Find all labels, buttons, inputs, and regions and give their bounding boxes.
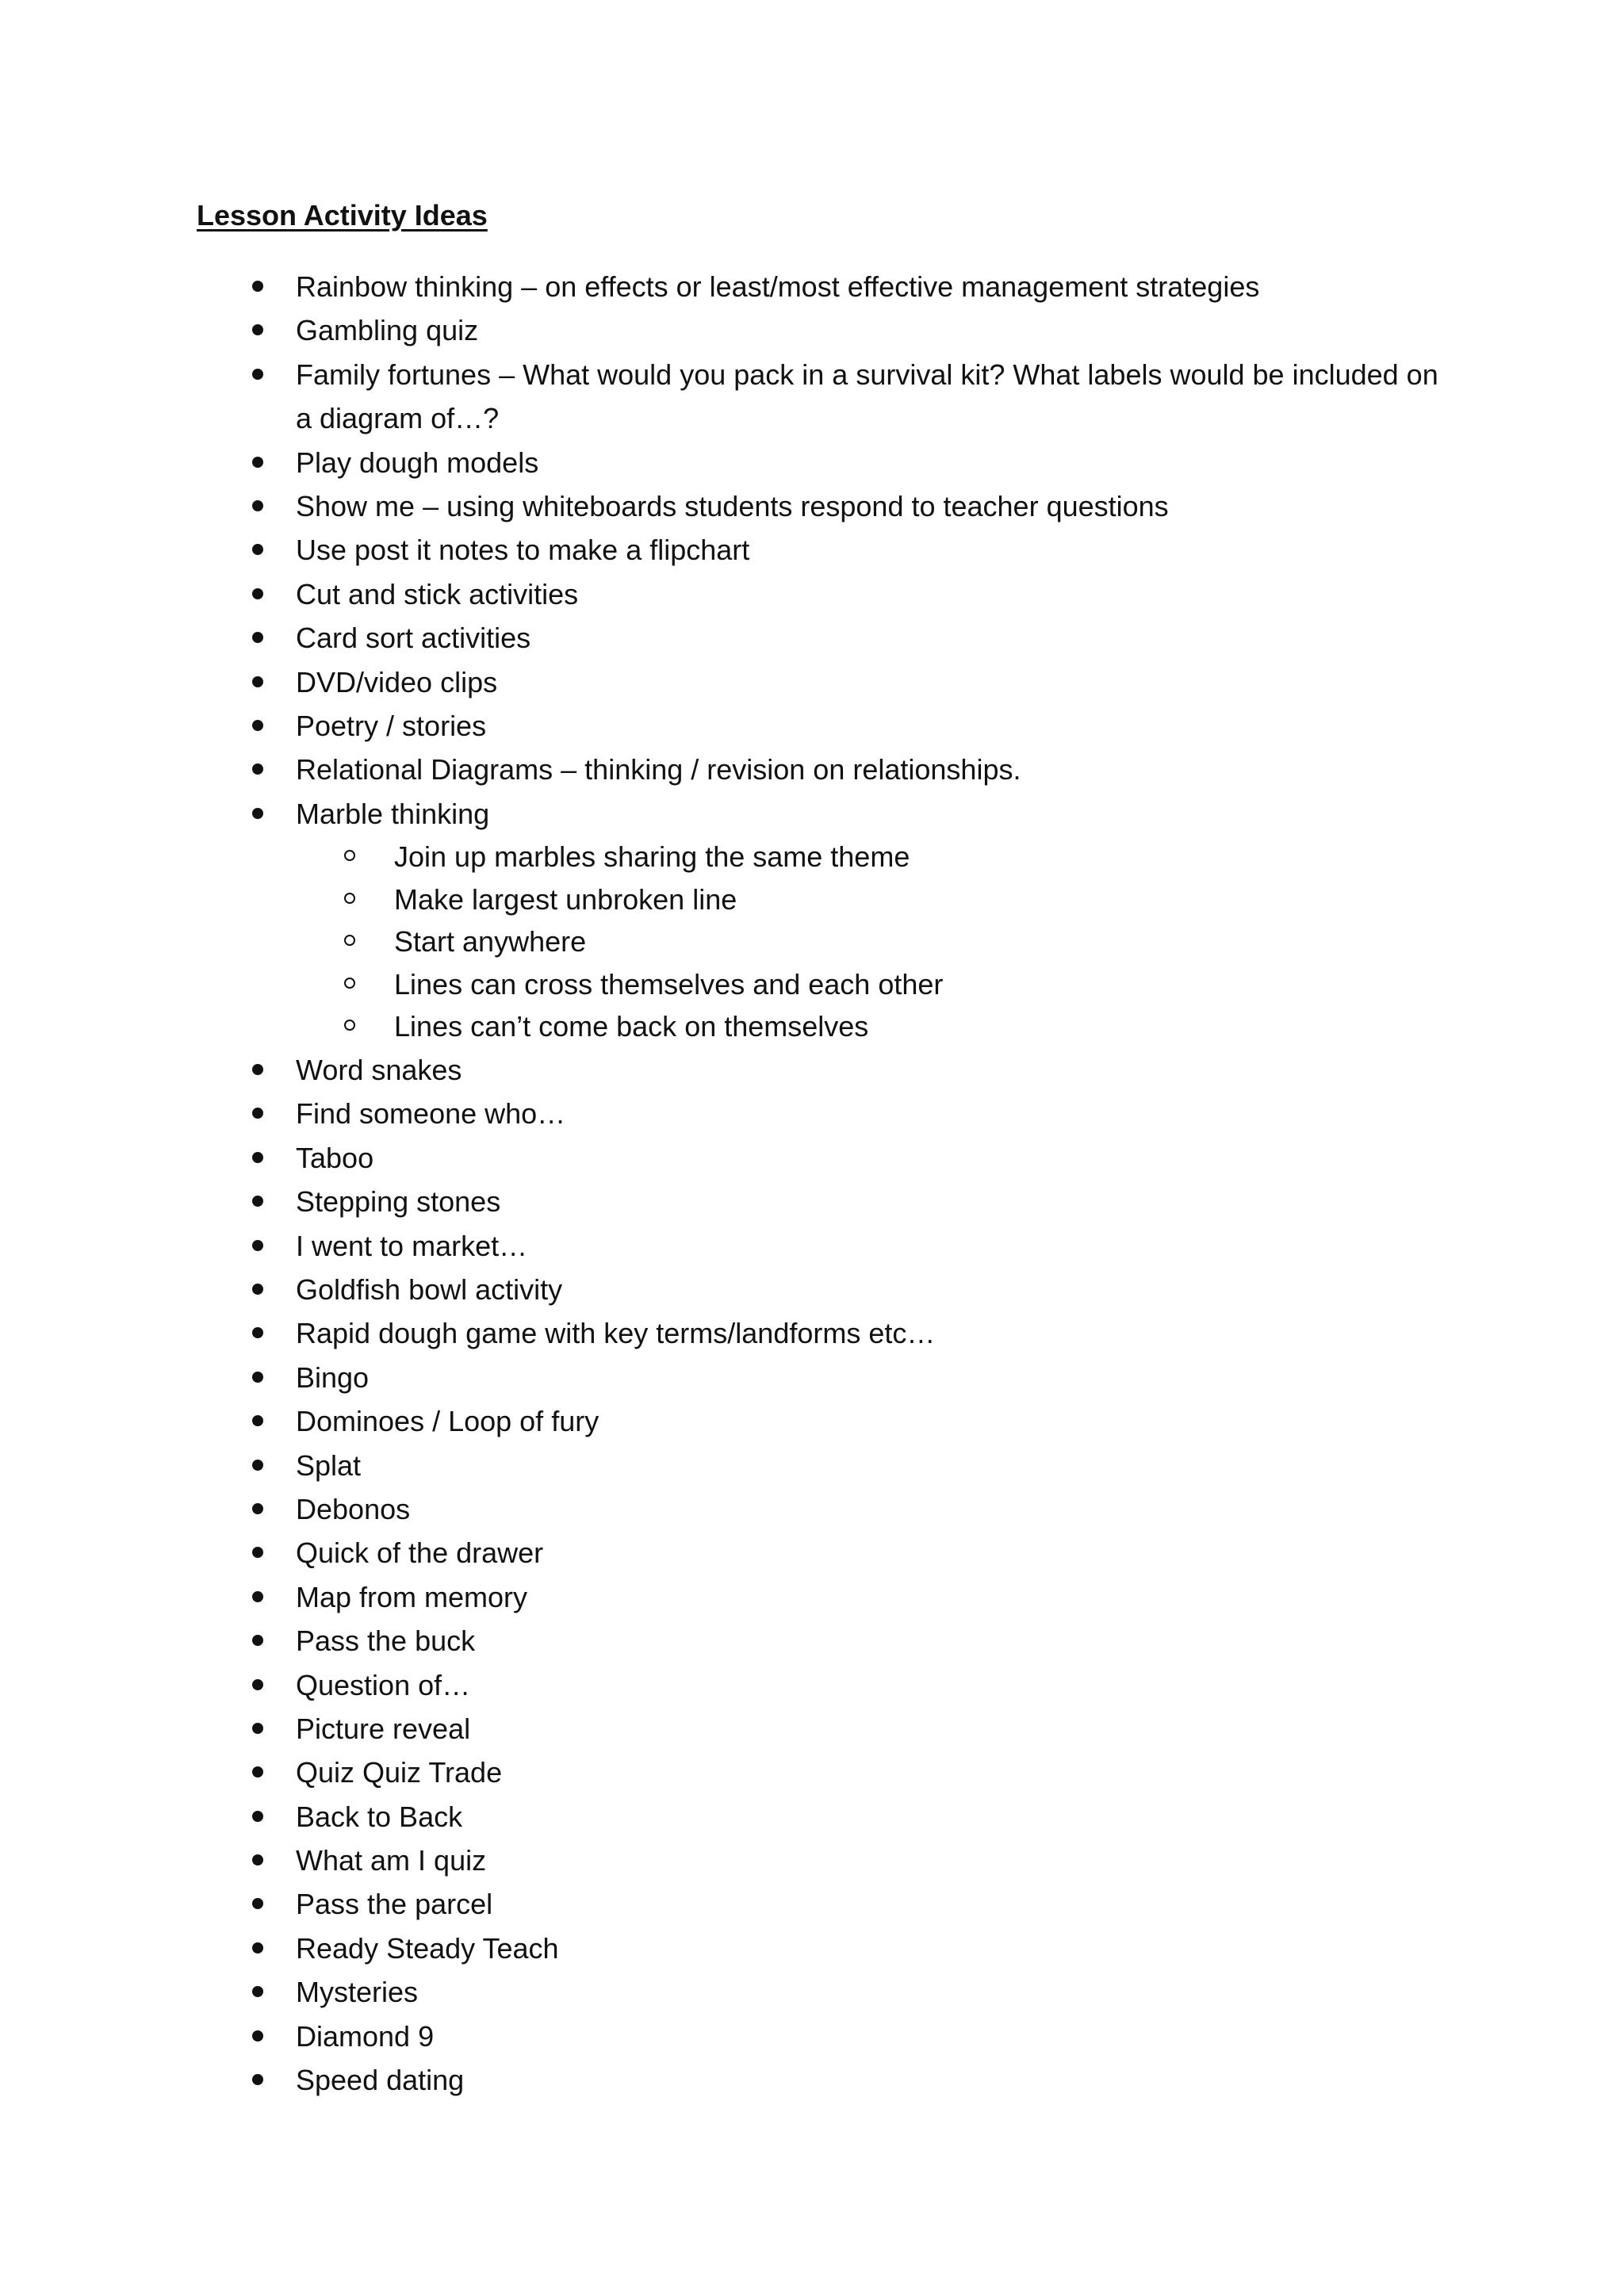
list-item-row xyxy=(0,572,1624,616)
list-item xyxy=(0,1224,1624,1268)
list-item xyxy=(0,1795,1624,1839)
list-item xyxy=(0,1619,1624,1663)
bullet-icon xyxy=(252,1986,263,1997)
bullet-icon xyxy=(252,1108,263,1119)
list-item-text: Splat xyxy=(296,1448,362,1482)
bullet-icon xyxy=(252,457,263,468)
list-item xyxy=(0,1444,1624,1487)
list-item xyxy=(0,353,1624,441)
list-item-row xyxy=(0,1795,1624,1839)
list-item-row xyxy=(0,1092,1624,1135)
bullet-icon xyxy=(252,1898,263,1909)
list-item-row xyxy=(0,265,1624,308)
list-item xyxy=(0,1839,1624,1882)
list-item xyxy=(0,1399,1624,1443)
document-title: Lesson Activity Ideas xyxy=(197,199,488,232)
list-item-row xyxy=(0,616,1624,660)
list-item-text: Rainbow thinking – on effects or least/most effective management strategies xyxy=(296,270,1260,303)
list-item-text: Pass the buck xyxy=(296,1624,476,1658)
list-item-text: Ready Steady Teach xyxy=(296,1931,559,1965)
list-item xyxy=(0,1970,1624,2014)
list-item-row xyxy=(0,2058,1624,2102)
list-item-text: Gambling quiz xyxy=(296,314,479,347)
list-item-row xyxy=(0,748,1624,791)
bullet-icon xyxy=(252,1723,263,1734)
activity-list xyxy=(0,265,1624,2102)
list-item-text: Marble thinking xyxy=(296,797,490,830)
bullet-icon xyxy=(252,1284,263,1295)
sub-list-item-text: Lines can’t come back on themselves xyxy=(394,1010,869,1043)
list-item-row xyxy=(0,1136,1624,1180)
list-item xyxy=(0,1707,1624,1751)
bullet-icon xyxy=(252,1415,263,1426)
list-item-row xyxy=(0,1531,1624,1575)
list-item xyxy=(0,1311,1624,1355)
bullet-icon xyxy=(252,1854,263,1866)
sub-list xyxy=(0,836,1624,1048)
bullet-icon xyxy=(252,369,263,380)
list-item xyxy=(0,1575,1624,1619)
circle-bullet-icon xyxy=(344,893,355,904)
list-item xyxy=(0,748,1624,791)
bullet-icon xyxy=(252,1766,263,1777)
list-item-text: Debonos xyxy=(296,1492,411,1525)
list-item xyxy=(0,1663,1624,1707)
bullet-icon xyxy=(252,1460,263,1471)
bullet-icon xyxy=(252,324,263,335)
bullet-icon xyxy=(252,676,263,687)
list-item-row xyxy=(0,2015,1624,2058)
list-item-text: Relational Diagrams – thinking / revision on relationships. xyxy=(296,753,1021,786)
list-item-text: Cut and stick activities xyxy=(296,577,579,610)
list-item-row xyxy=(0,1268,1624,1311)
list-item xyxy=(0,528,1624,572)
list-item xyxy=(0,1136,1624,1180)
list-item-text: Poetry / stories xyxy=(296,709,487,742)
bullet-icon xyxy=(252,500,263,511)
bullet-icon xyxy=(252,1152,263,1163)
list-item xyxy=(0,484,1624,528)
list-item-row xyxy=(0,1707,1624,1751)
sub-list-item xyxy=(0,836,1624,878)
bullet-icon xyxy=(252,1372,263,1383)
circle-bullet-icon xyxy=(344,935,355,946)
bullet-icon xyxy=(252,2030,263,2042)
list-item xyxy=(0,1356,1624,1399)
list-item-row xyxy=(0,1399,1624,1443)
bullet-icon xyxy=(252,1679,263,1690)
circle-bullet-icon xyxy=(344,978,355,989)
list-item-row xyxy=(0,1619,1624,1663)
sub-list-item-text: Join up marbles sharing the same theme xyxy=(394,840,910,874)
list-item-row xyxy=(0,1663,1624,1707)
list-item xyxy=(0,1048,1624,1092)
sub-list-item-text: Make largest unbroken line xyxy=(394,882,737,916)
list-item-row xyxy=(0,1356,1624,1399)
list-item-text: Quiz Quiz Trade xyxy=(296,1756,503,1789)
bullet-icon xyxy=(252,1547,263,1558)
list-item-text: Mysteries xyxy=(296,1976,419,2009)
sub-list-item-text: Lines can cross themselves and each other xyxy=(394,967,944,1001)
list-item-text: Play dough models xyxy=(296,446,539,479)
list-item xyxy=(0,704,1624,748)
list-item-row xyxy=(0,1970,1624,2014)
sub-list-item xyxy=(0,963,1624,1006)
circle-bullet-icon xyxy=(344,1020,355,1031)
list-item-text: Speed dating xyxy=(296,2064,465,2097)
list-item-text: Rapid dough game with key terms/landforms etc… xyxy=(296,1317,936,1350)
list-item xyxy=(0,1882,1624,1926)
list-item-row xyxy=(0,1839,1624,1882)
bullet-icon xyxy=(252,1811,263,1822)
bullet-icon xyxy=(252,281,263,292)
list-item-text: Goldfish bowl activity xyxy=(296,1273,563,1307)
list-item-text: What am I quiz xyxy=(296,1844,487,1877)
list-item-row xyxy=(0,1444,1624,1487)
list-item-row xyxy=(0,660,1624,704)
list-item-row xyxy=(0,1311,1624,1355)
list-item-text: Show me – using whiteboards students respond to teacher questions xyxy=(296,489,1169,522)
bullet-icon xyxy=(252,1196,263,1207)
list-item-row xyxy=(0,1048,1624,1092)
bullet-icon xyxy=(252,1635,263,1646)
list-item-row xyxy=(0,1180,1624,1223)
list-item-row xyxy=(0,353,1624,441)
list-item-text: Bingo xyxy=(296,1360,370,1394)
list-item-row xyxy=(0,1882,1624,1926)
list-item xyxy=(0,792,1624,1048)
list-item-row xyxy=(0,308,1624,352)
list-item-text: I went to market… xyxy=(296,1229,528,1262)
list-item-row xyxy=(0,1575,1624,1619)
list-item xyxy=(0,1180,1624,1223)
list-item-text: Find someone who… xyxy=(296,1097,566,1131)
bullet-icon xyxy=(252,1064,263,1075)
list-item xyxy=(0,616,1624,660)
list-item xyxy=(0,441,1624,484)
list-item-row xyxy=(0,441,1624,484)
list-item-text: Diamond 9 xyxy=(296,2019,435,2053)
list-item xyxy=(0,1268,1624,1311)
list-item-row xyxy=(0,1751,1624,1794)
list-item-row xyxy=(0,704,1624,748)
bullet-icon xyxy=(252,808,263,819)
sub-list-item xyxy=(0,878,1624,921)
list-item-text: Word snakes xyxy=(296,1054,462,1087)
list-item-text: Map from memory xyxy=(296,1580,528,1613)
bullet-icon xyxy=(252,1591,263,1602)
list-item-text: DVD/video clips xyxy=(296,665,498,698)
list-item-text: Use post it notes to make a flipchart xyxy=(296,534,750,567)
bullet-icon xyxy=(252,1327,263,1338)
list-item-text: Picture reveal xyxy=(296,1712,471,1745)
list-item-text: Question of… xyxy=(296,1668,471,1701)
list-item xyxy=(0,1751,1624,1794)
list-item xyxy=(0,2058,1624,2102)
list-item xyxy=(0,265,1624,308)
list-item-text: Card sort activities xyxy=(296,622,531,655)
bullet-icon xyxy=(252,763,263,775)
list-item-row xyxy=(0,792,1624,836)
circle-bullet-icon xyxy=(344,850,355,861)
bullet-icon xyxy=(252,1942,263,1954)
bullet-icon xyxy=(252,544,263,555)
sub-list-item xyxy=(0,920,1624,963)
bullet-icon xyxy=(252,1503,263,1514)
list-item-row xyxy=(0,1487,1624,1531)
list-item xyxy=(0,308,1624,352)
list-item-row xyxy=(0,1224,1624,1268)
sub-list-item xyxy=(0,1005,1624,1048)
list-item-text: Quick of the drawer xyxy=(296,1536,544,1570)
list-item-text: Pass the parcel xyxy=(296,1888,493,1921)
list-item xyxy=(0,1487,1624,1531)
list-item-row xyxy=(0,484,1624,528)
bullet-icon xyxy=(252,1240,263,1251)
bullet-icon xyxy=(252,632,263,643)
list-item xyxy=(0,660,1624,704)
list-item-text: Stepping stones xyxy=(296,1185,501,1219)
bullet-icon xyxy=(252,588,263,599)
list-item xyxy=(0,1531,1624,1575)
list-item xyxy=(0,2015,1624,2058)
list-item-row xyxy=(0,1927,1624,1970)
sub-list-item-text: Start anywhere xyxy=(394,925,587,959)
bullet-icon xyxy=(252,2074,263,2085)
list-item xyxy=(0,572,1624,616)
list-item-row xyxy=(0,528,1624,572)
list-item-text: Family fortunes – What would you pack in a survival kit? What labels would be included on a diagram of…? xyxy=(296,358,1438,434)
list-item xyxy=(0,1092,1624,1135)
list-item-text: Back to Back xyxy=(296,1800,463,1833)
list-item xyxy=(0,1927,1624,1970)
list-item-text: Taboo xyxy=(296,1141,374,1174)
bullet-icon xyxy=(252,720,263,731)
list-item-text: Dominoes / Loop of fury xyxy=(296,1405,599,1438)
